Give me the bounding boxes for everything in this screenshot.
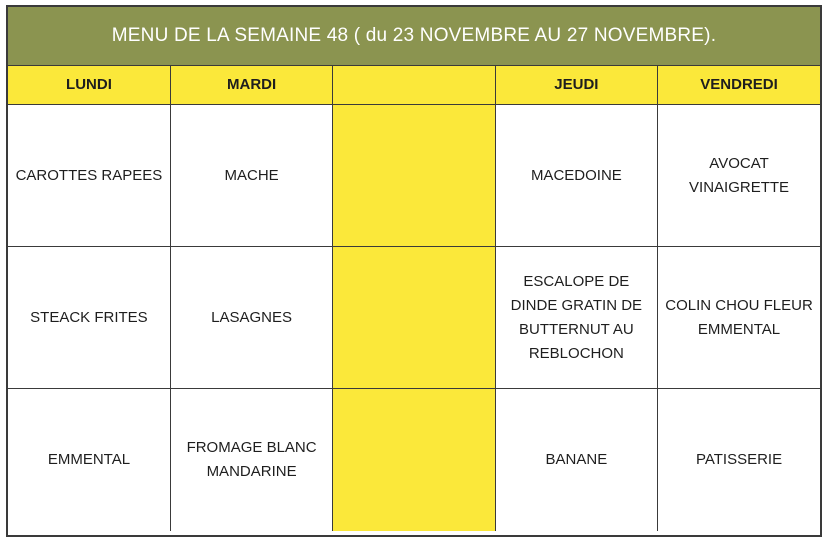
weekly-menu [6, 5, 822, 537]
menu-cell-mardi-main [170, 247, 332, 389]
menu-cell-mardi-dessert [170, 389, 332, 532]
menu-cell-mardi-starter [170, 105, 332, 247]
menu-cell-vendredi-starter [658, 105, 820, 247]
menu-cell-jeudi-main [495, 247, 657, 389]
dish-label: MACHE [224, 166, 279, 184]
dish-label: ESCALOPE DE DINDE GRATIN DE BUTTERNUT AU REBLOCHON [510, 272, 643, 362]
dessert-row [8, 389, 820, 532]
menu-cell-empty-day [333, 105, 495, 247]
day-header-lundi: LUNDI [8, 66, 170, 105]
dish-label: BANANE [545, 451, 608, 468]
day-header-jeudi: JEUDI [495, 66, 657, 105]
dish-label: STEACK FRITES [30, 308, 148, 326]
main-course-row [8, 247, 820, 389]
dish-label: CAROTTES RAPEES [15, 166, 163, 184]
dish-label: AVOCAT VINAIGRETTE [689, 154, 790, 196]
menu-table [8, 66, 820, 531]
menu-cell-vendredi-main [658, 247, 820, 389]
menu-cell-jeudi-starter [495, 105, 657, 247]
dish-label: LASAGNES [211, 308, 293, 326]
day-header-row [8, 66, 820, 105]
menu-cell-lundi-dessert [8, 389, 170, 532]
menu-cell-empty-day [333, 247, 495, 389]
day-header-vendredi: VENDREDI [658, 66, 820, 105]
menu-cell-vendredi-dessert [658, 389, 820, 532]
dish-label: COLIN CHOU FLEUR EMMENTAL [665, 296, 813, 338]
day-header-mardi: MARDI [170, 66, 332, 105]
menu-cell-lundi-starter [8, 105, 170, 247]
day-header-empty [333, 66, 495, 105]
dish-label: PATISSERIE [695, 451, 783, 468]
dish-label: FROMAGE BLANC MANDARINE [186, 439, 317, 480]
dish-label: EMMENTAL [47, 451, 131, 468]
menu-cell-lundi-main [8, 247, 170, 389]
menu-cell-empty-day [333, 389, 495, 532]
menu-title: MENU DE LA SEMAINE 48 ( du 23 NOVEMBRE AU 27 NOVEMBRE). [8, 7, 820, 66]
starter-row [8, 105, 820, 247]
menu-cell-jeudi-dessert [495, 389, 657, 532]
dish-label: MACEDOINE [530, 166, 622, 184]
